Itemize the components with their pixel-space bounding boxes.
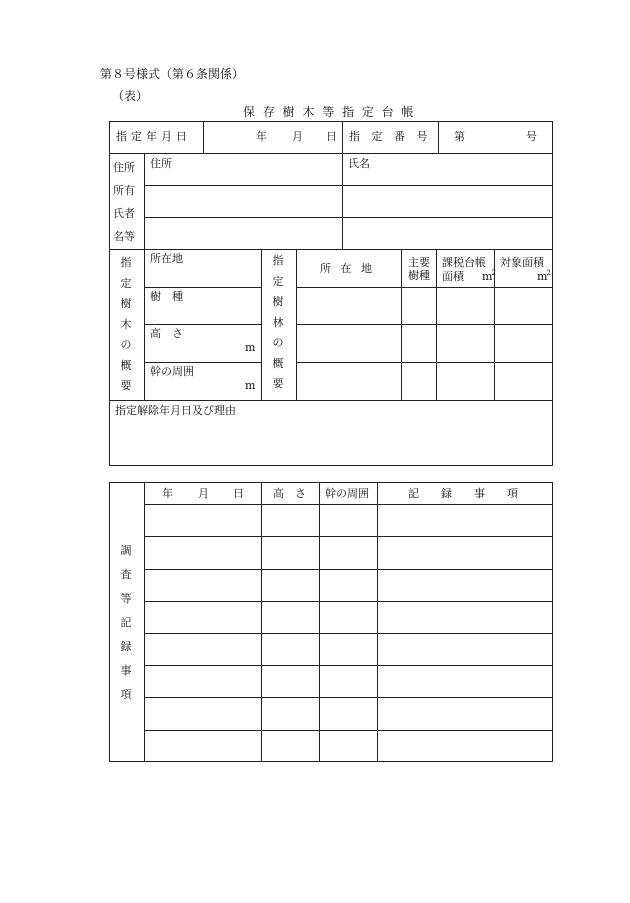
form-side-label: （表） [112,89,149,103]
address-label: 住所 [150,157,172,170]
designation-date-month: 月 [292,130,303,143]
forest-species-header-1: 主要 [408,256,430,269]
owner-group-label-1: 住所 [113,161,135,174]
tree-height-label: 高 さ [150,327,183,340]
survey-group-label: 調 査 等 記 録 事 項 [120,544,132,701]
tree-species-label: 樹 種 [150,290,183,303]
tree-location-label: 所在地 [150,252,183,265]
survey-col-year: 年 [162,487,173,500]
owner-group-label-3: 氏者 [113,207,135,220]
owner-group-label-2: 所有 [113,184,135,197]
survey-col-height: 高 さ [273,487,306,500]
designation-date-label: 指定年月日 [116,130,191,143]
designation-date-day: 日 [326,130,337,143]
tree-girth-label: 幹の周囲 [150,365,194,378]
forest-tax-area-header-1: 課税台帳 [442,256,486,269]
name-label: 氏名 [348,157,370,170]
forest-target-area-header-1: 対象面積 [500,256,544,269]
survey-table [109,482,553,762]
forest-tax-area-header-2: 面積 $m^2$ [442,269,496,283]
tree-girth-unit: m [245,379,256,392]
survey-col-month: 月 [198,487,209,500]
form-number: 第８号様式（第６条関係） [100,67,245,81]
forest-target-area-unit: $m^2$ [537,269,551,283]
forest-location-header: 所 在 地 [320,262,375,275]
designation-number-suffix: 号 [526,130,537,143]
survey-col-day: 日 [233,487,244,500]
release-label: 指定解除年月日及び理由 [115,404,236,417]
tree-height-unit: m [245,341,256,354]
forest-species-header-2: 樹種 [408,269,430,282]
designation-date-year: 年 [256,130,267,143]
forest-overview-label: 指 定 樹 林 の 概 要 [272,254,284,390]
tree-overview-label: 指 定 樹 木 の 概 要 [120,256,132,392]
page-title: 保 存 樹 木 等 指 定 台 帳 [243,105,416,119]
designation-number-prefix: 第 [454,130,465,143]
designation-number-label: 指 定 番 号 [349,130,432,143]
owner-group-label-4: 名等 [113,230,135,243]
survey-col-girth: 幹の周囲 [325,487,369,500]
survey-col-record: 記 録 事 項 [408,487,518,500]
